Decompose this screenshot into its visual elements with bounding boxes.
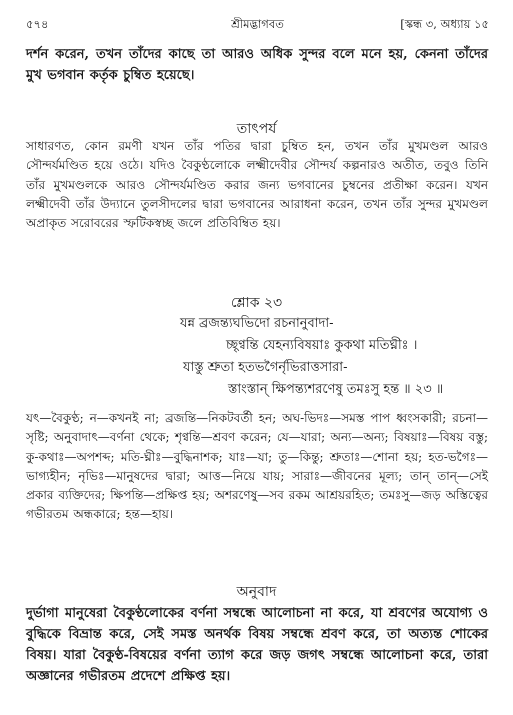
verse-line-3: যাস্তু শ্রুতা হতভগৈর্নৃভিরাত্তসারা-: [183, 360, 348, 375]
book-title: শ্রীমদ্ভাগবত: [231, 17, 284, 31]
verse-line-2: চ্ছৃণ্বন্তি যেহন্যবিষয়াঃ কুকথা মতিঘ্নীঃ ।: [226, 338, 418, 353]
verse-heading: শ্লোক ২৩: [230, 295, 283, 311]
verse-line-4: স্তাংস্তান্ ক্ষিপন্ত্যশরণেষু তমঃসু হন্ত ॥ ২৩ ॥: [228, 382, 444, 397]
synonyms-paragraph: যৎ—বৈকুণ্ঠ; ন—কখনই না; ব্রজন্তি—নিকটবর্তী হন; অঘ-ভিদঃ—সমস্ত পাপ ধ্বংসকারী; রচনা—সৃষ্টি; অনুবাদাৎ—বর্ণনা থেকে; শৃণ্বন্তি—শ্রবণ করেন; যে—যারা; অন্য—অন্য; বিষয়াঃ—বিষয় বস্তু; কু-কথাঃ—অপশব্দ; মতি-ঘ্নীঃ—বুদ্ধিনাশক; যাঃ—যা; তু—কিন্তু; শ্রুতাঃ—শোনা হয়; হত-ভগৈঃ—ভাগ্যহীন; নৃভিঃ—মানুষদের দ্বারা; আত্ত—নিয়ে যায়; সারাঃ—জীবনের মূল্য; তান্ তান্—সেই প্রকার ব্যক্তিদের; ক্ষিপন্তি—প্রক্ষিপ্ত হয়; অশরণেষু—সব রকম আশ্রয়রহিত; তমঃসু—জড় অস্তিত্বের গভীরতম অন্ধকারে; হন্ত—হায়।: [26, 411, 488, 522]
purport-heading: তাৎপর্য: [236, 121, 277, 137]
translation-paragraph: দুর্ভাগা মানুষেরা বৈকুণ্ঠলোকের বর্ণনা সম্বন্ধে আলোচনা না করে, যা শ্রবণের অযোগ্য ও বুদ্ধিকে বিভ্রান্ত করে, সেই সমস্ত অনর্থক বিষয় সম্বন্ধে শ্রবণ করে, তা অত্যন্ত শোকের বিষয়। যারা বৈকুণ্ঠ-বিষয়ের বর্ণনা ত্যাগ করে জড় জগৎ সম্বন্ধে আলোচনা করে, তারা অজ্ঞানের গভীরতম প্রদেশে প্রক্ষিপ্ত হয়।: [26, 606, 488, 684]
page-number: ৫৭৪: [26, 17, 49, 31]
intro-paragraph: দর্শন করেন, তখন তাঁদের কাছে তা আরও অধিক সুন্দর বলে মনে হয়, কেননা তাঁদের মুখ ভগবান কর্তৃক চুম্বিত হয়েছে।: [26, 47, 488, 83]
page-header: [26, 12, 489, 36]
chapter-reference: [স্কন্ধ ৩, অধ্যায় ১৫: [400, 17, 489, 31]
purport-paragraph: সাধারণত, কোন রমণী যখন তাঁর পতির দ্বারা চুম্বিত হন, তখন তাঁর মুখমণ্ডল আরও সৌন্দর্যমণ্ডিত হয়ে ওঠে। যদিও বৈকুণ্ঠলোকে লক্ষ্মীদেবীর সৌন্দর্য কল্পনারও অতীত, তবুও তিনি তাঁর মুখমণ্ডলকে আরও সৌন্দর্যমণ্ডিত করার জন্য ভগবানের চুম্বনের প্রতীক্ষা করেন। যখন লক্ষ্মীদেবী তাঁর উদ্যানে তুলসীদলের দ্বারা ভগবানের আরাধনা করেন, তখন তাঁর সুন্দর মুখমণ্ডল অপ্রাকৃত সরোবরের স্ফটিকস্বচ্ছ জলে প্রতিবিম্বিত হয়।: [26, 139, 488, 231]
verse-line-1: যন্ন ব্রজন্ত্যঘভিদো রচনানুবাদা-: [180, 316, 334, 331]
translation-heading: অনুবাদ: [236, 584, 277, 600]
